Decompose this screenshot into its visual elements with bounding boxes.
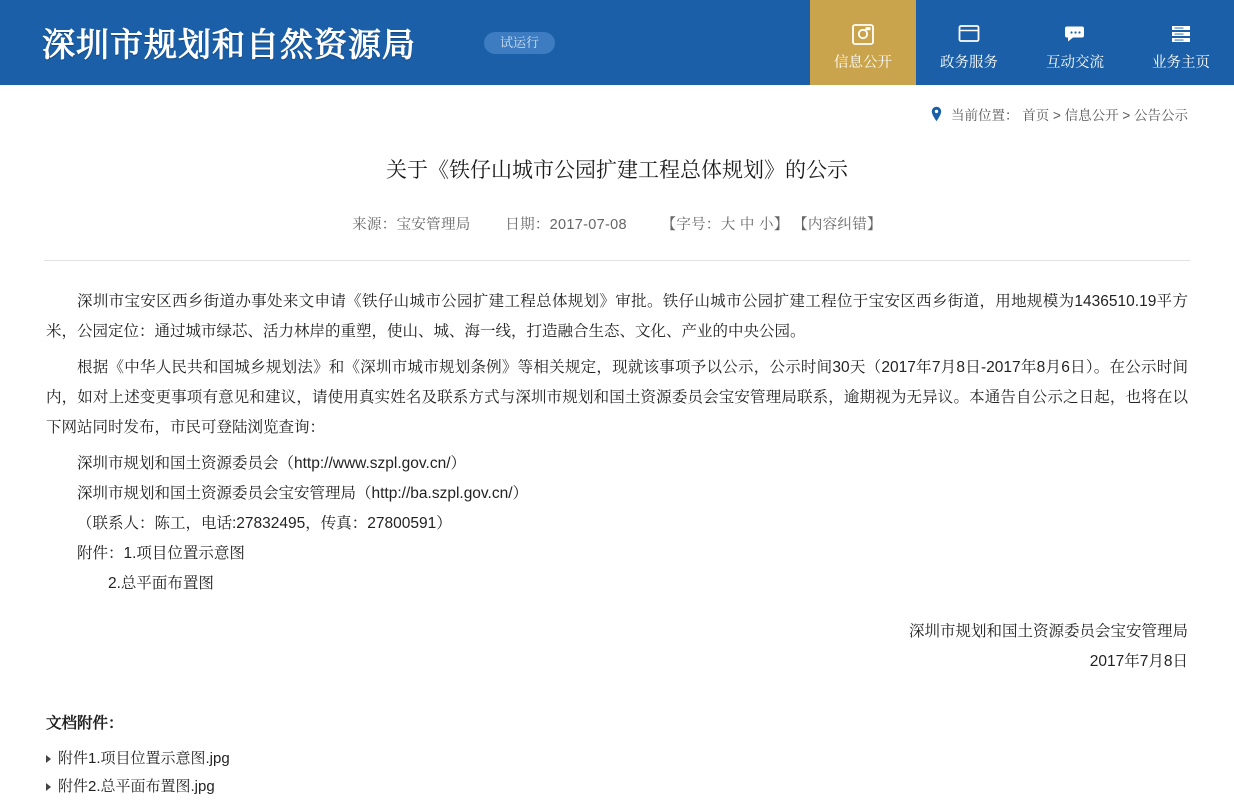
source-value: 宝安管理局 <box>396 217 471 233</box>
attachment-item[interactable] <box>46 745 1188 773</box>
main-nav <box>810 0 1234 85</box>
nav-label: 信息公开 <box>834 54 892 71</box>
source-label: 来源： <box>352 217 397 233</box>
document-signature <box>44 617 1190 677</box>
date-label: 日期： <box>505 217 550 233</box>
site-title: 深圳市规划和自然资源局 <box>42 25 416 64</box>
attachments-title: 文档附件： <box>46 715 124 732</box>
signature-organization: 深圳市规划和国土资源委员会宝安管理局 <box>908 623 1188 640</box>
attachments-section <box>44 711 1190 801</box>
nav-label: 互动交流 <box>1046 54 1104 71</box>
document-meta <box>44 213 1190 234</box>
fontsize-close-bracket: 】 <box>773 217 789 233</box>
article-attachment-line-2: 2.总平面布置图 <box>108 575 214 592</box>
nav-item-government-services[interactable] <box>916 0 1022 85</box>
list-lines-icon <box>1168 19 1194 49</box>
article-link-1[interactable]: 深圳市规划和国土资源委员会（http://www.szpl.gov.cn/） <box>77 455 466 472</box>
triangle-right-icon <box>46 783 51 791</box>
nav-item-business-home[interactable] <box>1128 0 1234 85</box>
page-content <box>0 85 1234 801</box>
breadcrumb <box>44 85 1190 143</box>
trial-run-badge: 试运行 <box>484 32 555 54</box>
attachment-item[interactable] <box>46 773 1188 801</box>
page-title: 关于《铁仔山城市公园扩建工程总体规划》的公示 <box>386 159 848 182</box>
site-header <box>0 0 1234 85</box>
header-spacer <box>555 0 810 85</box>
speech-bubble-icon <box>1062 19 1088 49</box>
article-paragraph-1: 深圳市宝安区西乡街道办事处来文申请《铁仔山城市公园扩建工程总体规划》审批。铁仔山城市公园扩建工程位于宝安区西乡街道，用地规模为1436510.19平方米，公园定位：通过城市绿芯、活力林岸的重塑，使山、城、海一线，打造融合生态、文化、产业的中央公园。 <box>46 293 1188 340</box>
window-icon <box>956 19 982 49</box>
document-camera-icon <box>850 19 876 49</box>
nav-item-interaction[interactable] <box>1022 0 1128 85</box>
breadcrumb-text[interactable]: 当前位置： 首页 > 信息公开 > 公告公示 <box>950 108 1188 123</box>
fontsize-label: 【字号： <box>661 217 721 233</box>
article-body <box>44 261 1190 599</box>
signature-date: 2017年7月8日 <box>1089 653 1188 670</box>
nav-item-information-disclosure[interactable] <box>810 0 916 85</box>
article-paragraph-2: 根据《中华人民共和国城乡规划法》和《深圳市城市规划条例》等相关规定，现就该事项予以公示，公示时间30天（2017年7月8日-2017年8月6日）。在公示时间内，如对上述变更事项有意见和建议，请使用真实姓名及联系方式与深圳市规划和国土资源委员会宝安管理局联系，逾期视为无异议。本通告自公示之日起，也将在以下网站同时发布，市民可登陆浏览查询： <box>46 359 1188 436</box>
fontsize-large-button[interactable]: 大 <box>720 217 736 233</box>
attachment-link[interactable]: 附件2.总平面布置图.jpg <box>58 778 215 795</box>
content-correction-link[interactable]: 【内容纠错】 <box>793 217 882 233</box>
nav-label: 业务主页 <box>1152 54 1210 71</box>
fontsize-medium-button[interactable]: 中 <box>739 217 755 233</box>
fontsize-small-button[interactable]: 小 <box>759 217 774 233</box>
nav-label: 政务服务 <box>940 54 998 71</box>
attachment-link[interactable]: 附件1.项目位置示意图.jpg <box>58 750 230 767</box>
article-attachment-line-1: 附件：1.项目位置示意图 <box>77 545 245 562</box>
article-contact: （联系人：陈工，电话:27832495，传真：27800591） <box>77 515 452 532</box>
triangle-right-icon <box>46 755 51 763</box>
location-pin-icon <box>930 106 943 122</box>
article-link-2[interactable]: 深圳市规划和国土资源委员会宝安管理局（http://ba.szpl.gov.cn/） <box>77 485 529 502</box>
date-value: 2017-07-08 <box>549 217 627 233</box>
header-brand <box>0 0 555 85</box>
